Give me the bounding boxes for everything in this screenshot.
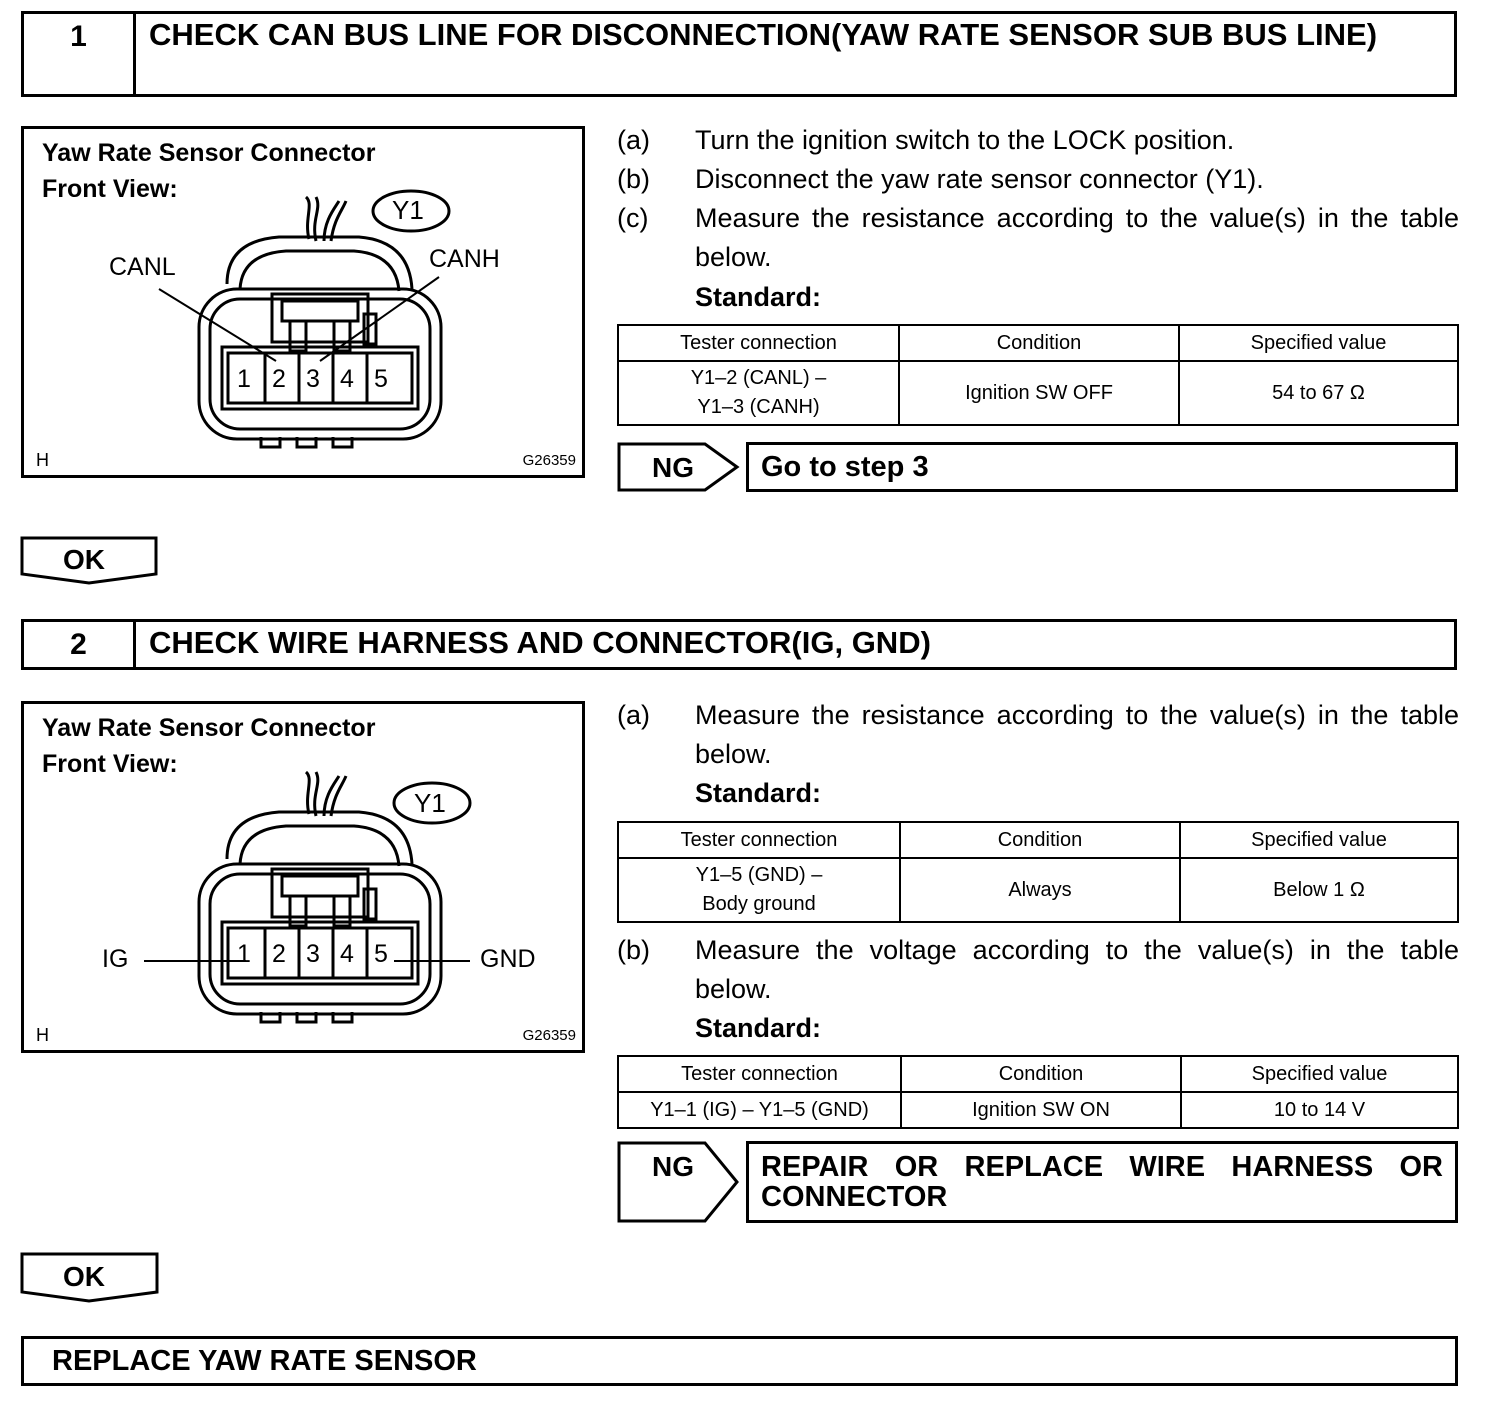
step1-header	[21, 11, 1457, 97]
table-header: Tester connection	[618, 1056, 901, 1092]
table-header: Condition	[901, 1056, 1181, 1092]
pin-number: 5	[374, 365, 388, 393]
instruction-letter: (b)	[617, 164, 650, 194]
instruction-text: Measure the voltage according to the value(s) in the table below.	[695, 935, 1459, 1004]
instruction-b	[617, 160, 1459, 200]
pin-number: 4	[340, 940, 354, 968]
pin-number: 2	[272, 365, 286, 393]
pin-number: 1	[237, 365, 251, 393]
figure-code: G26359	[522, 1027, 576, 1044]
instruction-text: Disconnect the yaw rate sensor connector (Y1).	[695, 164, 1264, 194]
table-cell-tester	[618, 361, 899, 425]
instruction-letter: (a)	[617, 125, 650, 155]
step2-title: CHECK WIRE HARNESS AND CONNECTOR(IG, GND)	[149, 625, 931, 660]
pin-number: 1	[237, 940, 251, 968]
connector-id: Y1	[392, 195, 424, 225]
instruction-letter: (b)	[617, 935, 650, 965]
pin-number: 5	[374, 940, 388, 968]
standard-label: Standard:	[695, 778, 822, 808]
ig-label: IG	[102, 945, 129, 973]
figure-view: Front View:	[42, 750, 178, 778]
instruction-letter: (c)	[617, 203, 649, 233]
step2-spec-table-voltage	[617, 1055, 1459, 1129]
table-header: Specified value	[1179, 325, 1458, 361]
tester-line: Y1–2 (CANL) –	[690, 367, 827, 389]
standard-label: Standard:	[695, 1013, 822, 1043]
instruction-c	[617, 199, 1459, 279]
instruction-letter: (a)	[617, 700, 650, 730]
instruction-a	[617, 696, 1459, 776]
pin-number: 2	[272, 940, 286, 968]
instruction-a	[617, 121, 1459, 161]
step1-spec-table	[617, 324, 1459, 426]
gnd-label: GND	[480, 945, 536, 973]
instruction-b	[617, 931, 1459, 1011]
table-cell-condition: Always	[900, 858, 1180, 922]
table-cell-tester: Y1–1 (IG) – Y1–5 (GND)	[618, 1092, 901, 1128]
table-cell-value: 10 to 14 V	[1181, 1092, 1458, 1128]
table-header: Tester connection	[618, 325, 899, 361]
table-header: Specified value	[1180, 822, 1458, 858]
instruction-text: Turn the ignition switch to the LOCK position.	[695, 125, 1235, 155]
step2-header	[21, 619, 1457, 670]
ok-label: OK	[63, 1261, 105, 1292]
canl-label: CANL	[109, 253, 176, 281]
figure-corner-letter: H	[36, 1025, 49, 1045]
tester-line: Body ground	[702, 893, 816, 915]
figure-title: Yaw Rate Sensor Connector	[42, 139, 376, 167]
tester-line: Y1–3 (CANH)	[697, 396, 820, 418]
table-cell-condition: Ignition SW OFF	[899, 361, 1179, 425]
instruction-text: Measure the resistance according to the value(s) in the table below.	[695, 700, 1459, 769]
table-cell-condition: Ignition SW ON	[901, 1092, 1181, 1128]
step1-figure	[21, 126, 585, 478]
table-header: Tester connection	[618, 822, 900, 858]
figure-view: Front View:	[42, 175, 178, 203]
final-step-box: REPLACE YAW RATE SENSOR	[21, 1336, 1458, 1386]
step1-number: 1	[24, 14, 136, 94]
instruction-text: Measure the resistance according to the value(s) in the table below.	[695, 203, 1459, 272]
table-cell-value: Below 1 Ω	[1180, 858, 1458, 922]
step2-number: 2	[24, 622, 136, 667]
ok-label: OK	[63, 544, 105, 575]
table-header: Condition	[899, 325, 1179, 361]
pin-number: 3	[306, 940, 320, 968]
figure-title: Yaw Rate Sensor Connector	[42, 714, 376, 742]
ng-target: Go to step 3	[746, 442, 1458, 492]
figure-code: G26359	[522, 452, 576, 469]
pin-number: 4	[340, 365, 354, 393]
pin-number: 3	[306, 365, 320, 393]
table-header: Condition	[900, 822, 1180, 858]
table-cell-value: 54 to 67 Ω	[1179, 361, 1458, 425]
ng-label: NG	[652, 1151, 694, 1182]
figure-corner-letter: H	[36, 450, 49, 470]
connector-drawing	[24, 704, 582, 1050]
tester-line: Y1–5 (GND) –	[695, 864, 823, 886]
canh-label: CANH	[429, 245, 500, 273]
step2-spec-table-resistance	[617, 821, 1459, 923]
table-header: Specified value	[1181, 1056, 1458, 1092]
standard-label: Standard:	[695, 282, 822, 312]
ng-target: REPAIR OR REPLACE WIRE HARNESS OR CONNECTOR	[746, 1141, 1458, 1223]
step2-figure	[21, 701, 585, 1053]
step1-title: CHECK CAN BUS LINE FOR DISCONNECTION(YAW RATE SENSOR SUB BUS LINE)	[149, 17, 1378, 52]
table-cell-tester	[618, 858, 900, 922]
connector-drawing	[24, 129, 582, 475]
ng-label: NG	[652, 452, 694, 483]
connector-id: Y1	[414, 788, 446, 818]
